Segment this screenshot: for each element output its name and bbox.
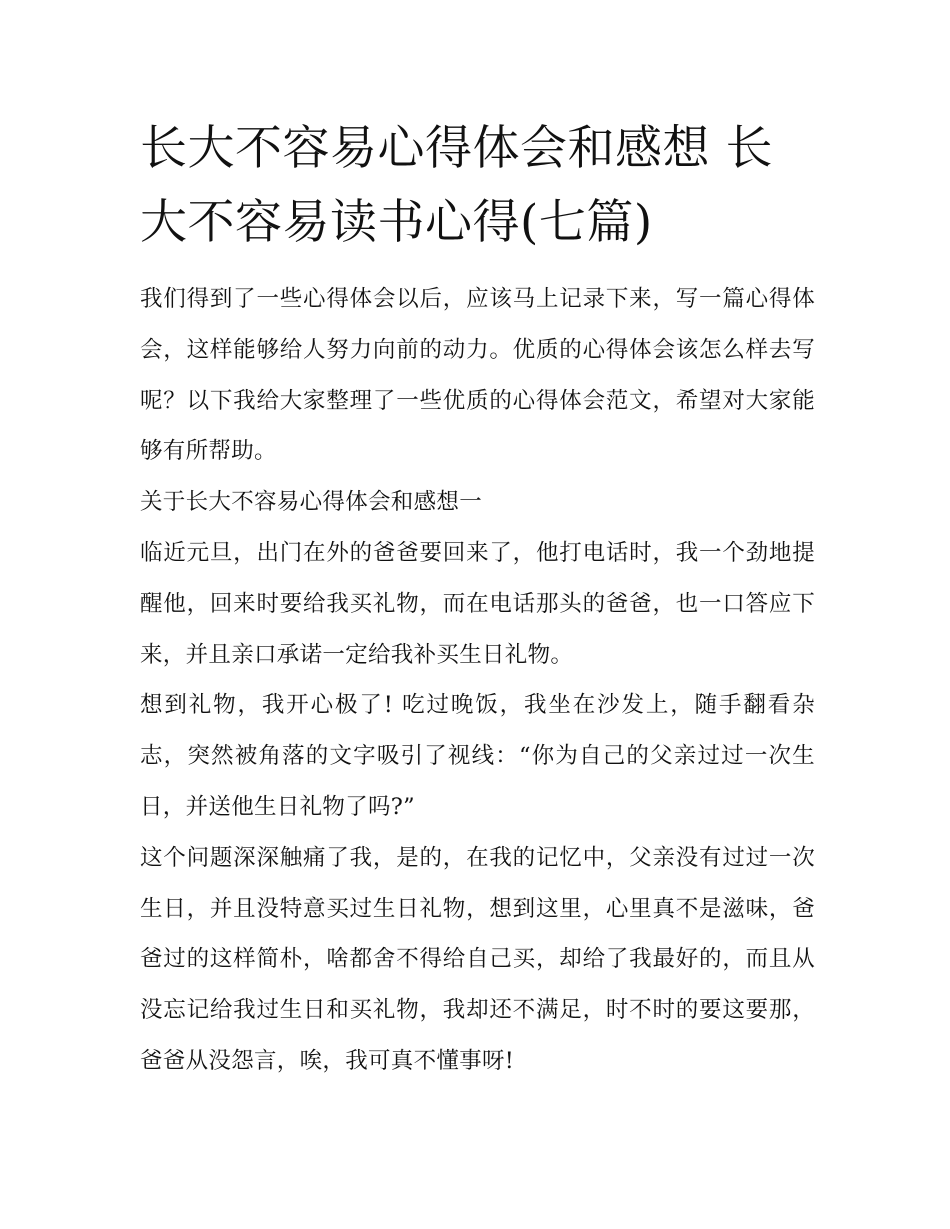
body-paragraph: 这个问题深深触痛了我，是的，在我的记忆中，父亲没有过过一次生日，并且没特意买过生日礼物，想到这里，心里真不是滋味，爸爸过的这样简朴，啥都舍不得给自己买，却给了我最好的，而且从没忘记给我过生日和买礼物，我却还不满足，时不时的要这要那，爸爸从没怨言，唉，我可真不懂事呀!	[140, 844, 815, 1074]
section-heading: 关于长大不容易心得体会和感想一	[140, 489, 483, 516]
intro-paragraph: 我们得到了一些心得体会以后，应该马上记录下来，写一篇心得体会，这样能够给人努力向前的动力。优质的心得体会该怎么样去写呢？以下我给大家整理了一些优质的心得体会范文，希望对大家能够有所帮助。	[140, 286, 815, 465]
body-paragraph: 临近元旦，出门在外的爸爸要回来了，他打电话时，我一个劲地提醒他，回来时要给我买礼物，而在电话那头的爸爸，也一口答应下来，并且亲口承诺一定给我补买生日礼物。	[140, 539, 815, 668]
body-paragraph: 想到礼物，我开心极了! 吃过晚饭，我坐在沙发上，随手翻看杂志，突然被角落的文字吸引了视线：“你为自己的父亲过过一次生日，并送他生日礼物了吗?”	[140, 692, 815, 820]
document-title: 长大不容易心得体会和感想 长大不容易读书心得(七篇)	[140, 121, 773, 250]
document-page	[140, 112, 815, 1087]
